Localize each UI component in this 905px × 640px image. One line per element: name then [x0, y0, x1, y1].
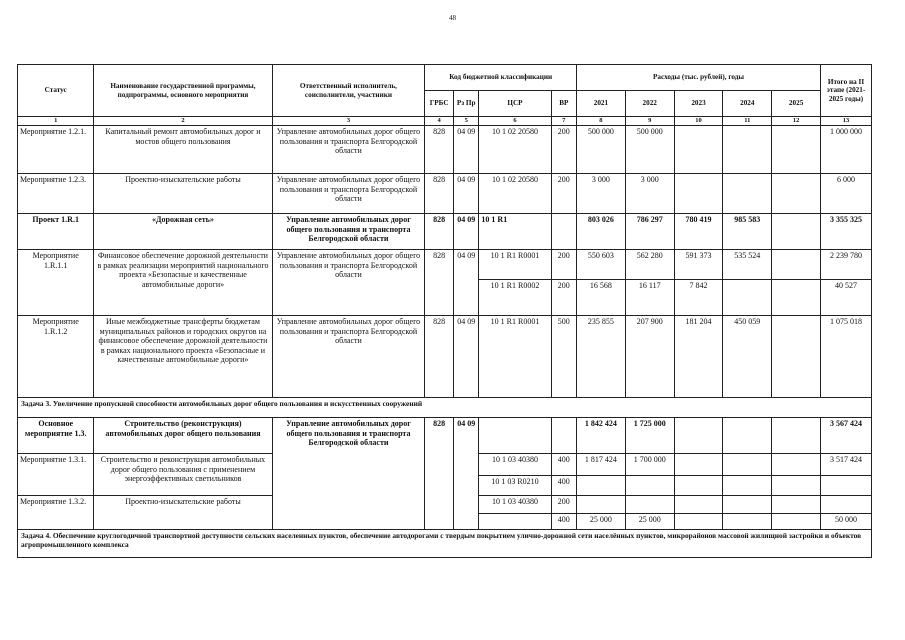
row-total: 3 517 424	[821, 454, 872, 476]
header-2023: 2023	[674, 91, 723, 117]
col-number: 1	[18, 117, 94, 126]
header-vr: ВР	[551, 91, 576, 117]
row-2023	[674, 174, 723, 214]
row-2021	[577, 476, 626, 496]
row-status: Мероприятие 1.3.1.	[18, 454, 94, 496]
row-vr: 500	[551, 316, 576, 398]
row-2025	[772, 214, 821, 250]
row-2021: 25 000	[577, 514, 626, 530]
row-grbs: 828	[425, 174, 454, 214]
row-2022: 3 000	[625, 174, 674, 214]
row-2024	[723, 496, 772, 514]
header-expenses: Расходы (тыс. рублей), годы	[577, 65, 821, 91]
row-executor: Управление автомобильных дорог общего пользования и транспорта Белгородской области	[272, 250, 425, 316]
table-row	[18, 174, 872, 214]
row-vr: 200	[551, 280, 576, 316]
row-executor: Управление автомобильных дорог общего пользования и транспорта Белгородской области	[272, 126, 425, 174]
header-status: Статус	[18, 65, 94, 117]
row-name: Капитальный ремонт автомобильных дорог и мостов общего пользования	[94, 126, 272, 174]
row-total: 50 000	[821, 514, 872, 530]
row-2024	[723, 174, 772, 214]
table-row	[18, 214, 872, 250]
row-status: Мероприятие 1.2.1.	[18, 126, 94, 174]
row-csr: 10 1 03 40380	[479, 454, 551, 476]
task-row	[18, 530, 872, 558]
header-row	[18, 65, 872, 91]
task-3-heading: Задача 3. Увеличение пропускной способности автомобильных дорог общего пользования и искусственных сооружений	[18, 398, 872, 418]
row-2023	[674, 496, 723, 514]
row-2022: 562 280	[625, 250, 674, 280]
row-total	[821, 476, 872, 496]
header-total: Итого на II этапе (2021-2025 годы)	[821, 65, 872, 117]
row-total	[821, 496, 872, 514]
row-2022: 786 297	[625, 214, 674, 250]
row-status: Мероприятие 1.R.1.1	[18, 250, 94, 316]
row-total: 3 567 424	[821, 418, 872, 454]
row-rzpr: 04 09	[453, 126, 478, 174]
col-number: 5	[453, 117, 478, 126]
row-2021: 550 603	[577, 250, 626, 280]
header-2025: 2025	[772, 91, 821, 117]
row-vr: 200	[551, 250, 576, 280]
row-grbs: 828	[425, 316, 454, 398]
task-row	[18, 398, 872, 418]
row-2023	[674, 454, 723, 476]
row-2022: 500 000	[625, 126, 674, 174]
row-2025	[772, 476, 821, 496]
row-2023	[674, 418, 723, 454]
row-2022: 1 700 000	[625, 454, 674, 476]
row-status: Проект 1.R.1	[18, 214, 94, 250]
row-name: Проектно-изыскательские работы	[94, 174, 272, 214]
column-number-row	[18, 117, 872, 126]
row-2023	[674, 126, 723, 174]
table-row	[18, 316, 872, 398]
row-grbs: 828	[425, 126, 454, 174]
row-executor: Управление автомобильных дорог общего пользования и транспорта Белгородской области	[272, 214, 425, 250]
col-number: 3	[272, 117, 425, 126]
row-2025	[772, 514, 821, 530]
header-csr: ЦСР	[479, 91, 551, 117]
row-name: Строительство (реконструкция) автомобильных дорог общего пользования	[94, 418, 272, 454]
row-vr: 200	[551, 126, 576, 174]
row-2024	[723, 454, 772, 476]
row-2022: 16 117	[625, 280, 674, 316]
row-vr: 400	[551, 514, 576, 530]
row-name: «Дорожная сеть»	[94, 214, 272, 250]
row-vr: 400	[551, 454, 576, 476]
row-name: Иные межбюджетные трансферты бюджетам муниципальных районов и городских округов на финансовое обеспечение дорожной деятельности в рамках национального проекта «Безопасные и качественные автомобильные дороги»	[94, 316, 272, 398]
row-2022: 1 725 000	[625, 418, 674, 454]
row-name: Финансовое обеспечение дорожной деятельности в рамках реализации мероприятий национального проекта «Безопасные и качественные автомобильные дороги»	[94, 250, 272, 316]
row-vr: 200	[551, 496, 576, 514]
table-row	[18, 418, 872, 454]
col-number: 6	[479, 117, 551, 126]
row-2025	[772, 418, 821, 454]
row-2024	[723, 126, 772, 174]
table-row	[18, 126, 872, 174]
row-grbs: 828	[425, 418, 454, 530]
row-csr: 10 1 03 40380	[479, 496, 551, 514]
row-2024	[723, 476, 772, 496]
row-name: Проектно-изыскательские работы	[94, 496, 272, 530]
col-number: 4	[425, 117, 454, 126]
row-executor: Управление автомобильных дорог общего пользования и транспорта Белгородской области	[272, 418, 425, 530]
row-2025	[772, 454, 821, 476]
header-2021: 2021	[577, 91, 626, 117]
row-status: Мероприятие 1.2.3.	[18, 174, 94, 214]
col-number: 13	[821, 117, 872, 126]
header-2024: 2024	[723, 91, 772, 117]
row-vr: 400	[551, 476, 576, 496]
row-total: 2 239 780	[821, 250, 872, 280]
row-csr: 10 1 02 20580	[479, 126, 551, 174]
col-number: 12	[772, 117, 821, 126]
row-rzpr: 04 09	[453, 418, 478, 530]
row-status: Мероприятие 1.3.2.	[18, 496, 94, 530]
row-name: Строительство и реконструкция автомобильных дорог общего пользования с применением энергоэффективных светильников	[94, 454, 272, 496]
row-2022	[625, 476, 674, 496]
row-2024	[723, 280, 772, 316]
row-csr: 10 1 03 R0210	[479, 476, 551, 496]
row-csr	[479, 514, 551, 530]
row-2024	[723, 514, 772, 530]
row-2022: 25 000	[625, 514, 674, 530]
row-2023	[674, 476, 723, 496]
row-grbs: 828	[425, 214, 454, 250]
row-2021: 3 000	[577, 174, 626, 214]
row-2023: 780 419	[674, 214, 723, 250]
row-csr: 10 1 R1 R0001	[479, 250, 551, 280]
row-2021: 1 817 424	[577, 454, 626, 476]
header-grbs: ГРБС	[425, 91, 454, 117]
row-executor: Управление автомобильных дорог общего пользования и транспорта Белгородской области	[272, 316, 425, 398]
row-2023: 591 373	[674, 250, 723, 280]
row-executor: Управление автомобильных дорог общего пользования и транспорта Белгородской области	[272, 174, 425, 214]
row-2021: 1 842 424	[577, 418, 626, 454]
col-number: 11	[723, 117, 772, 126]
row-total: 3 355 325	[821, 214, 872, 250]
row-vr	[551, 214, 576, 250]
row-2025	[772, 174, 821, 214]
row-vr: 200	[551, 174, 576, 214]
row-2023	[674, 514, 723, 530]
col-number: 7	[551, 117, 576, 126]
row-csr: 10 1 R1 R0001	[479, 316, 551, 398]
row-2023: 7 842	[674, 280, 723, 316]
row-csr	[479, 418, 551, 454]
row-total: 1 075 018	[821, 316, 872, 398]
row-rzpr: 04 09	[453, 250, 478, 316]
row-csr: 10 1 02 20580	[479, 174, 551, 214]
row-grbs: 828	[425, 250, 454, 316]
col-number: 9	[625, 117, 674, 126]
row-rzpr: 04 09	[453, 214, 478, 250]
row-2021	[577, 496, 626, 514]
page-number: 48	[449, 14, 456, 22]
col-number: 8	[577, 117, 626, 126]
row-2023: 181 204	[674, 316, 723, 398]
header-rzpr: Рз Пр	[453, 91, 478, 117]
budget-table	[17, 64, 872, 558]
row-csr: 10 1 R1	[479, 214, 551, 250]
row-2021: 235 855	[577, 316, 626, 398]
table-row	[18, 250, 872, 280]
row-total: 6 000	[821, 174, 872, 214]
row-2025	[772, 316, 821, 398]
row-total: 1 000 000	[821, 126, 872, 174]
row-2021: 803 026	[577, 214, 626, 250]
row-2021: 16 568	[577, 280, 626, 316]
row-2024: 450 059	[723, 316, 772, 398]
row-2024: 985 583	[723, 214, 772, 250]
header-budget-code: Код бюджетной классификации	[425, 65, 577, 91]
row-2024	[723, 418, 772, 454]
header-2022: 2022	[625, 91, 674, 117]
row-csr: 10 1 R1 R0002	[479, 280, 551, 316]
header-name: Наименование государственной программы, подпрограммы, основного мероприятия	[94, 65, 272, 117]
row-2025	[772, 280, 821, 316]
row-total: 40 527	[821, 280, 872, 316]
header-executor: Ответственный исполнитель, соисполнители, участники	[272, 65, 425, 117]
row-2025	[772, 250, 821, 280]
row-status: Основное мероприятие 1.3.	[18, 418, 94, 454]
task-4-heading: Задача 4. Обеспечение круглогодичной транспортной доступности сельских населенных пунктов, обеспечение автодорогами с твердым покрытием улично-дорожной сети населённых пунктов, микрорайонов массовой жилищной застройки и объектов агропромышленного комплекса	[18, 530, 872, 558]
row-status: Мероприятие 1.R.1.2	[18, 316, 94, 398]
row-rzpr: 04 09	[453, 316, 478, 398]
row-2022: 207 900	[625, 316, 674, 398]
row-2022	[625, 496, 674, 514]
row-vr	[551, 418, 576, 454]
row-2025	[772, 126, 821, 174]
row-2024: 535 524	[723, 250, 772, 280]
row-2025	[772, 496, 821, 514]
row-2021: 500 000	[577, 126, 626, 174]
row-rzpr: 04 09	[453, 174, 478, 214]
col-number: 10	[674, 117, 723, 126]
col-number: 2	[94, 117, 272, 126]
